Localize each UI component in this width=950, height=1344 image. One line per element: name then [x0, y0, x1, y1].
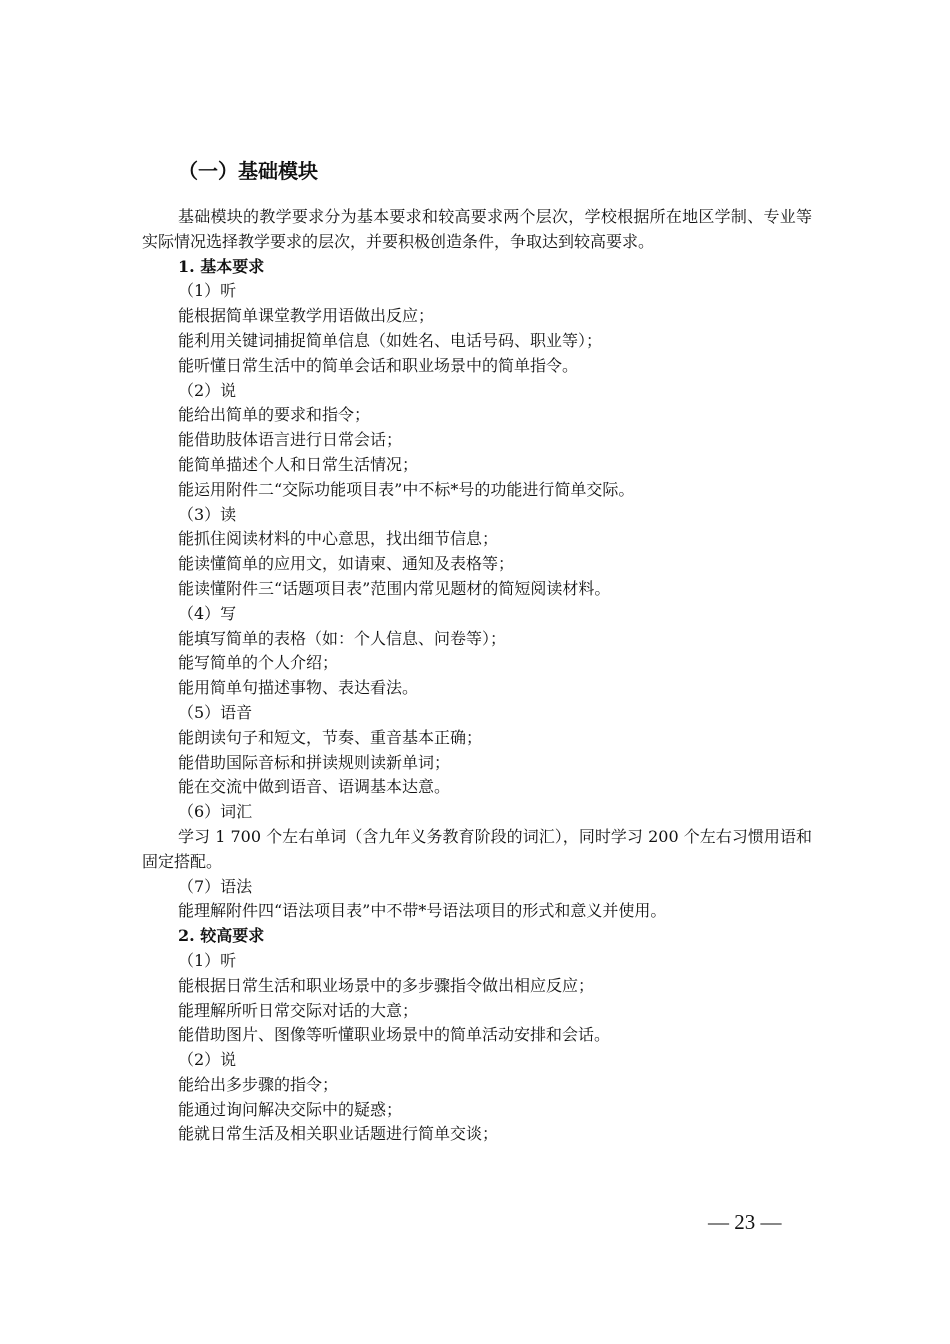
advanced-speaking-item: 能就日常生活及相关职业话题进行简单交谈； — [178, 1124, 499, 1144]
advanced-speaking-item: 能给出多步骤的指令； — [178, 1074, 339, 1094]
basic-listening-item: 能利用关键词捕捉简单信息（如姓名、电话号码、职业等）； — [178, 330, 603, 350]
basic-pronunciation-item: 能借助国际音标和拼读规则读新单词； — [178, 752, 451, 772]
basic-writing-title: （4）写 — [178, 603, 237, 623]
basic-speaking-item: 能借助肢体语言进行日常会话； — [178, 430, 403, 450]
page-number: — 23 — — [708, 1210, 782, 1234]
basic-speaking-item: 能给出简单的要求和指令； — [178, 405, 371, 425]
basic-vocabulary-title: （6）词汇 — [178, 802, 253, 822]
basic-pronunciation-title: （5）语音 — [178, 702, 253, 722]
basic-grammar-item: 能理解附件四“语法项目表”中不带*号语法项目的形式和意义并使用。 — [178, 901, 667, 921]
basic-writing-item: 能写简单的个人介绍； — [178, 653, 339, 673]
advanced-speaking-title: （2）说 — [178, 1050, 237, 1070]
advanced-listening-item: 能根据日常生活和职业场景中的多步骤指令做出相应反应； — [178, 975, 595, 995]
basic-writing-item: 能用简单句描述事物、表达看法。 — [178, 678, 419, 698]
basic-listening-item: 能听懂日常生活中的简单会话和职业场景中的简单指令。 — [178, 355, 579, 375]
basic-vocabulary-text: 学习 1 700 个左右单词（含九年义务教育阶段的词汇），同时学习 200 个左右习惯用语和固定搭配。 — [142, 826, 812, 871]
advanced-listening-title: （1）听 — [178, 950, 237, 970]
section-heading: （一）基础模块 — [178, 159, 318, 183]
basic-grammar-title: （7）语法 — [178, 876, 253, 896]
basic-listening-item: 能根据简单课堂教学用语做出反应； — [178, 306, 435, 326]
basic-reading-item: 能读懂简单的应用文，如请柬、通知及表格等； — [178, 554, 515, 574]
basic-pronunciation-item: 能朗读句子和短文，节奏、重音基本正确； — [178, 727, 483, 747]
intro-paragraph: 基础模块的教学要求分为基本要求和较高要求两个层次，学校根据所在地区学制、专业等实际情况选择教学要求的层次，并要积极创造条件，争取达到较高要求。 — [142, 207, 812, 251]
basic-speaking-item: 能简单描述个人和日常生活情况； — [178, 454, 419, 474]
basic-requirements-title: 1. 基本要求 — [178, 256, 265, 276]
basic-speaking-item: 能运用附件二“交际功能项目表”中不标*号的功能进行简单交际。 — [178, 479, 635, 499]
basic-reading-item: 能抓住阅读材料的中心意思，找出细节信息； — [178, 529, 499, 549]
advanced-speaking-item: 能通过询问解决交际中的疑惑； — [178, 1099, 403, 1119]
basic-pronunciation-item: 能在交流中做到语音、语调基本达意。 — [178, 777, 451, 797]
basic-reading-title: （3）读 — [178, 504, 237, 524]
basic-reading-item: 能读懂附件三“话题项目表”范围内常见题材的简短阅读材料。 — [178, 578, 611, 598]
document-body — [142, 205, 812, 1147]
advanced-listening-item: 能理解所听日常交际对话的大意； — [178, 1000, 419, 1020]
basic-writing-item: 能填写简单的表格（如：个人信息、问卷等）； — [178, 628, 507, 648]
basic-speaking-title: （2）说 — [178, 380, 237, 400]
advanced-requirements-title: 2. 较高要求 — [178, 926, 265, 946]
basic-listening-title: （1）听 — [178, 281, 237, 301]
advanced-listening-item: 能借助图片、图像等听懂职业场景中的简单活动安排和会话。 — [178, 1025, 611, 1045]
